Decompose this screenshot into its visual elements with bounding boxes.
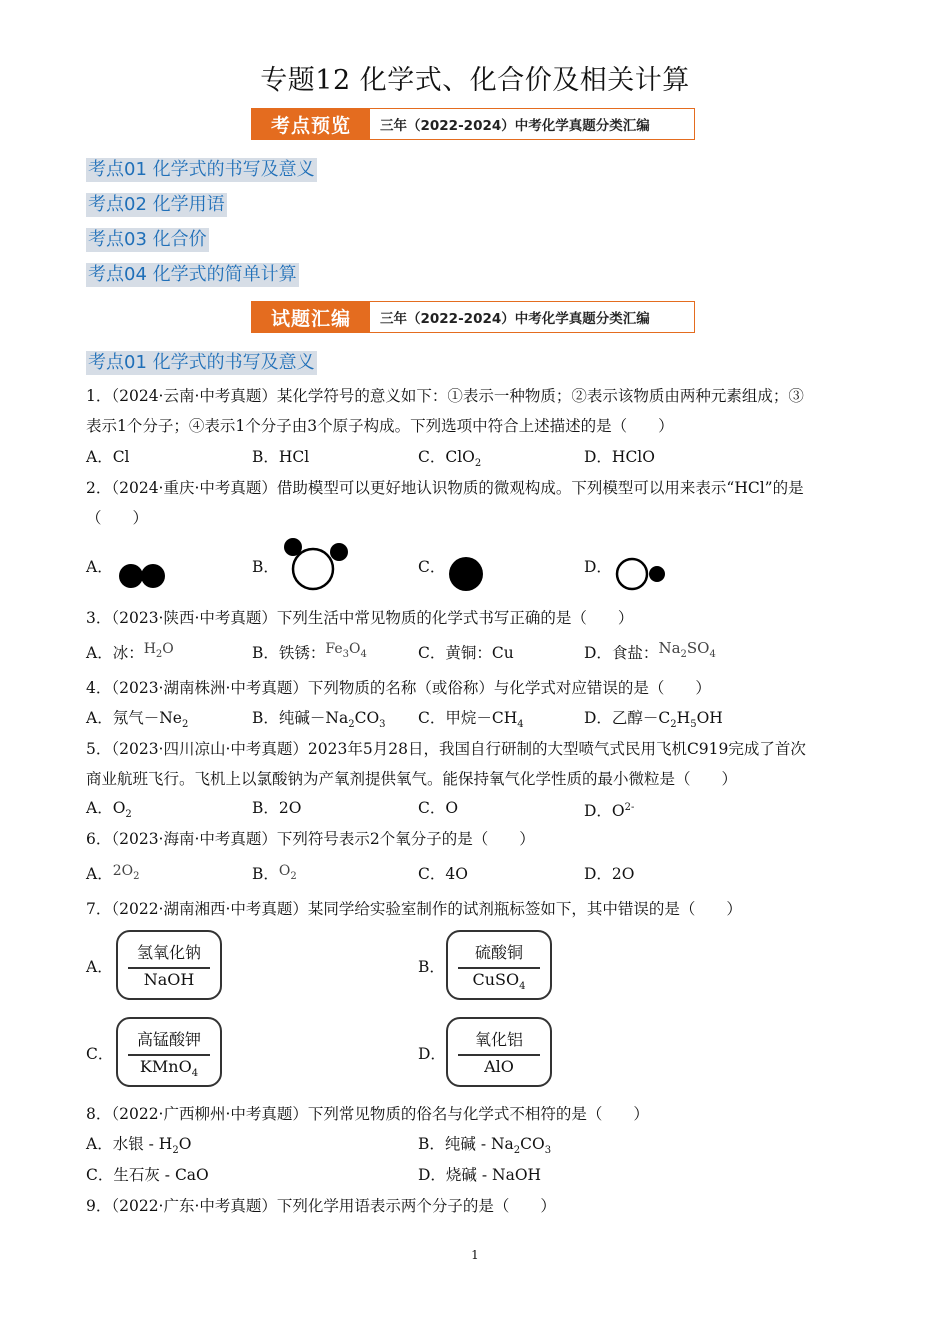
label-divider bbox=[458, 967, 540, 969]
question-2-stem: 2．（2024·重庆·中考真题）借助模型可以更好地认识物质的微观构成。下列模型可以用来表示“HCl”的是 bbox=[86, 479, 804, 497]
reagent-label-a bbox=[116, 930, 222, 1000]
q8-option-d: D．烧碱 - NaOH bbox=[418, 1166, 542, 1184]
q3-option-a: A．冰：$H_2O$ bbox=[86, 641, 174, 662]
q8-option-c: C．生石灰 - CaO bbox=[86, 1166, 209, 1184]
question-9-stem: 9．（2022·广东·中考真题）下列化学用语表示两个分子的是（ ） bbox=[86, 1197, 556, 1215]
question-1-stem-cont: 表示1个分子；④表示1个分子由3个原子构成。下列选项中符合上述描述的是（ ） bbox=[86, 417, 674, 435]
banner-tag: 考点预览 bbox=[252, 109, 370, 139]
label-formula: NaOH bbox=[143, 970, 195, 989]
question-8-stem: 8．（2022·广西柳州·中考真题）下列常见物质的俗名与化学式不相符的是（ ） bbox=[86, 1105, 649, 1123]
label-formula: AlO bbox=[484, 1057, 514, 1076]
q7-option-d: D． bbox=[418, 1045, 446, 1063]
label-name: 氧化铝 bbox=[474, 1030, 523, 1049]
label-name: 硫酸铜 bbox=[474, 943, 523, 962]
q3-option-b: B．铁锈：$Fe_3O_4$ bbox=[252, 641, 367, 662]
q6-option-b: B．$O_2$ bbox=[252, 863, 297, 883]
question-2-stem-cont: （ ） bbox=[86, 509, 149, 527]
q6-option-c: C．4O bbox=[418, 865, 468, 883]
question-4-stem: 4．（2023·湖南株洲·中考真题）下列物质的名称（或俗称）与化学式对应错误的是（ ） bbox=[86, 679, 711, 697]
molecule-model-c bbox=[445, 555, 487, 593]
q8-option-b: B．纯碱 - $Na_2CO_3$ bbox=[418, 1135, 552, 1157]
q5-option-b: B．2O bbox=[252, 799, 302, 817]
question-5-stem-cont: 商业航班飞行。飞机上以氯酸钠为产氧剂提供氧气。能保持氧气化学性质的最小微粒是（ ） bbox=[86, 770, 738, 788]
toc-link-4[interactable]: 考点04 化学式的简单计算 bbox=[88, 264, 297, 285]
reagent-label-c bbox=[116, 1017, 222, 1087]
q7-option-b: B． bbox=[418, 958, 445, 976]
question-1-stem: 1．（2024·云南·中考真题）某化学符号的意义如下：①表示一种物质；②表示该物质由两种元素组成；③ bbox=[86, 387, 804, 405]
molecule-model-a bbox=[115, 558, 171, 592]
q5-option-c: C．O bbox=[418, 799, 459, 817]
q2-option-a: A． bbox=[86, 558, 113, 576]
molecule-model-b bbox=[280, 535, 352, 595]
label-name: 高锰酸钾 bbox=[136, 1030, 201, 1049]
question-3-stem: 3．（2023·陕西·中考真题）下列生活中常见物质的化学式书写正确的是（ ） bbox=[86, 609, 634, 627]
banner-subtitle: 三年（2022-2024）中考化学真题分类汇编 bbox=[380, 118, 650, 134]
q4-option-d: D．乙醇$-C_2H_5OH$ bbox=[584, 709, 723, 731]
label-divider bbox=[128, 1054, 210, 1056]
q1-option-a: A．Cl bbox=[86, 448, 130, 466]
toc-link-3[interactable]: 考点03 化合价 bbox=[88, 229, 207, 250]
section-heading: 考点01 化学式的书写及意义 bbox=[88, 352, 315, 373]
toc-link-2[interactable]: 考点02 化学用语 bbox=[88, 194, 225, 215]
q4-option-c: C．甲烷$-CH_4$ bbox=[418, 709, 524, 731]
q2-option-d: D． bbox=[584, 558, 612, 576]
q1-option-d: D．HClO bbox=[584, 448, 655, 466]
label-formula: CuSO$_4$ bbox=[472, 970, 526, 993]
molecule-model-d bbox=[612, 555, 668, 593]
reagent-label-b bbox=[446, 930, 552, 1000]
question-6-stem: 6．（2023·海南·中考真题）下列符号表示2个氧分子的是（ ） bbox=[86, 830, 535, 848]
page-title: 专题12 化学式、化合价及相关计算 bbox=[260, 65, 690, 96]
q5-option-a: A．$O_2$ bbox=[86, 799, 132, 821]
q7-option-c: C． bbox=[86, 1045, 114, 1063]
q5-option-d: D．$O^{2-}$ bbox=[584, 802, 635, 821]
q8-option-a: A．水银 - $H_2O$ bbox=[86, 1135, 192, 1157]
q3-option-d: D．食盐：$Na_2SO_4$ bbox=[584, 639, 716, 662]
q4-option-a: A．氖气$-Ne_2$ bbox=[86, 709, 189, 731]
q3-option-c: C．黄铜：Cu bbox=[418, 644, 514, 662]
reagent-label-d bbox=[446, 1017, 552, 1087]
page-number: 1 bbox=[471, 1248, 479, 1262]
preview-banner bbox=[251, 108, 695, 140]
banner-subtitle: 三年（2022-2024）中考化学真题分类汇编 bbox=[380, 311, 650, 327]
label-divider bbox=[128, 967, 210, 969]
q2-option-b: B． bbox=[252, 558, 279, 576]
label-formula: KMnO$_4$ bbox=[139, 1057, 199, 1080]
q6-option-d: D．2O bbox=[584, 865, 635, 883]
toc-link-1[interactable]: 考点01 化学式的书写及意义 bbox=[88, 159, 315, 180]
questions-banner bbox=[251, 301, 695, 333]
q4-option-b: B．纯碱$-Na_2CO_3$ bbox=[252, 709, 386, 731]
q2-option-c: C． bbox=[418, 558, 446, 576]
label-divider bbox=[458, 1054, 540, 1056]
question-7-stem: 7．（2022·湖南湘西·中考真题）某同学给实验室制作的试剂瓶标签如下，其中错误的是（ ） bbox=[86, 900, 742, 918]
q7-option-a: A． bbox=[86, 958, 113, 976]
label-name: 氢氧化钠 bbox=[136, 943, 201, 962]
question-5-stem: 5．（2023·四川凉山·中考真题）2023年5月28日，我国自行研制的大型喷气式民用飞机C919完成了首次 bbox=[86, 740, 806, 758]
q1-option-b: B．HCl bbox=[252, 448, 310, 466]
banner-tag: 试题汇编 bbox=[252, 302, 370, 332]
q6-option-a: A．$2O_2$ bbox=[86, 863, 140, 883]
q1-option-c: C．ClO$_2$ bbox=[418, 448, 482, 470]
